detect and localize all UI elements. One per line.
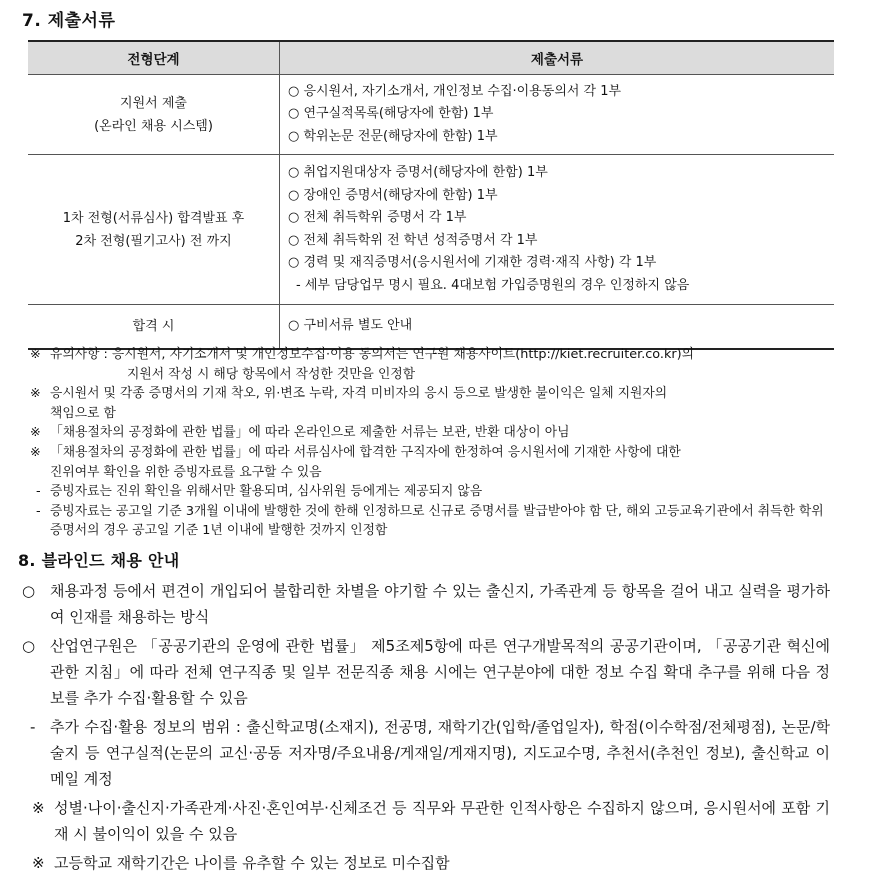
- blind-paragraph: [22, 633, 830, 711]
- dash-mark: -: [36, 484, 41, 500]
- stage-line: 1차 전형(서류심사) 합격발표 후: [62, 210, 245, 226]
- note-text: 「채용절차의 공정화에 관한 법률」에 따라 서류심사에 합격한 구직자에 한정하여 응시원서에 기재한 사항에 대한: [50, 444, 681, 460]
- dash-mark: -: [36, 503, 41, 519]
- document-item: ○ 학위논문 전문(해당자에 한함) 1부: [288, 128, 498, 144]
- section-7-heading: 7. 제출서류: [22, 11, 116, 31]
- note-text: 응시원서 및 각종 증명서의 기재 착오, 위·변조 누락, 자격 미비자의 응시 등으로 발생한 불이익은 일체 지원자의: [50, 386, 668, 402]
- note-continuation: 책임으로 함: [50, 405, 116, 421]
- stage-line: 2차 전형(필기고사) 전 까지: [75, 233, 232, 249]
- document-item: ○ 경력 및 재직증명서(응시원서에 기재한 경력·재직 사항) 각 1부: [288, 255, 657, 270]
- table-row: [28, 155, 834, 305]
- documents-cell: [280, 305, 835, 350]
- dash-mark: -: [30, 718, 36, 736]
- note-text: 유의사항 : 응시원서, 자기소개서 및 개인정보수집·이용 동의서는 연구원 채용사이트(http://kiet.recruiter.co.kr)의: [50, 347, 695, 362]
- documents-table: [28, 40, 834, 350]
- paragraph-text: 추가 수집·활용 정보의 범위 : 출신학교명(소재지), 전공명, 재학기간(입학/졸업일자), 학점(이수학점/전체평점), 논문/학술지 등 연구실적(논문의 교신·공동 저자명/주요내용/게재일/게재지명), 지도교수명, 추천서(추천인 정보), 출신학교 이메일 계정: [50, 718, 830, 788]
- document-item: ○ 장애인 증명서(해당자에 한함) 1부: [288, 187, 498, 203]
- stage-line: (온라인 채용 시스템): [94, 118, 213, 134]
- paragraph-text: 성별·나이·출신지·가족관계·사진·혼인여부·신체조건 등 직무와 무관한 인적사항은 수집하지 않으며, 응시원서에 포함 기재 시 불이익이 있을 수 있음: [54, 799, 830, 843]
- table-row: [28, 75, 834, 155]
- circle-mark: ○: [22, 637, 36, 655]
- note-text: 「채용절차의 공정화에 관한 법률」에 따라 온라인으로 제출한 서류는 보관, 반환 대상이 아님: [50, 425, 570, 441]
- dash-note-text: 증빙자료는 진위 확인을 위해서만 활용되며, 심사위원 등에게는 제공되지 않음: [50, 484, 483, 500]
- section-8-heading: 8. 블라인드 채용 안내: [18, 551, 180, 570]
- circle-mark: ○: [22, 582, 36, 600]
- header-documents: 제출서류: [280, 41, 835, 75]
- reference-mark: ※: [30, 347, 41, 362]
- blind-paragraph: [22, 714, 830, 792]
- dash-note-text: 증빙자료는 공고일 기준 3개월 이내에 발행한 것에 한해 인정하므로 신규로 증명서를 발급받아야 함: [50, 503, 602, 519]
- reference-mark: ※: [30, 425, 41, 441]
- document-item: ○ 구비서류 별도 안내: [288, 318, 413, 334]
- reference-mark: ※: [32, 854, 45, 872]
- reference-mark: ※: [32, 799, 45, 817]
- document-item: ○ 응시원서, 자기소개서, 개인정보 수집·이용동의서 각 1부: [288, 83, 622, 99]
- note-item: [30, 384, 840, 423]
- stage-cell: [28, 75, 280, 155]
- blind-paragraph: [22, 578, 830, 630]
- stage-cell: [28, 155, 280, 305]
- note-item: [30, 345, 840, 384]
- document-item: ○ 취업지원대상자 증명서(해당자에 한함) 1부: [288, 165, 548, 180]
- note-item: [30, 443, 840, 482]
- stage-line: 합격 시: [132, 319, 175, 334]
- stage-line: 지원서 제출: [120, 95, 187, 111]
- notes-block: [30, 345, 840, 541]
- paragraph-text: 채용과정 등에서 편견이 개입되어 불합리한 차별을 야기할 수 있는 출신지, 가족관계 등 항목을 걸어 내고 실력을 평가하여 인재를 채용하는 방식: [50, 582, 830, 626]
- reference-mark: ※: [30, 386, 41, 402]
- reference-mark: ※: [30, 444, 41, 460]
- blind-recruitment-block: [22, 578, 830, 879]
- dash-note-item: [30, 482, 840, 502]
- note-continuation: 지원서 작성 시 해당 항목에서 작성한 것만을 인정함: [127, 366, 416, 382]
- document-sub-note: - 세부 담당업무 명시 필요. 4대보험 가입증명원의 경우 인정하지 않음: [296, 277, 690, 293]
- document-item: ○ 전체 취득학위 증명서 각 1부: [288, 210, 467, 225]
- paragraph-text: 산업연구원은 「공공기관의 운영에 관한 법률」 제5조제5항에 따른 연구개발목적의 공공기관이며, 「공공기관 혁신에 관한 지침」에 따라 전체 연구직종 및 일부 전문직종 채용 시에는 연구분야에 대한 정보 수집 확대 추구를 위해 다음 정보를 추가 수집·활용할 수 있음: [50, 637, 830, 707]
- dash-note-item: [30, 502, 840, 541]
- document-item: ○ 전체 취득학위 전 학년 성적증명서 각 1부: [288, 232, 538, 248]
- stage-cell: [28, 305, 280, 350]
- table-row: [28, 305, 834, 350]
- note-item: [30, 423, 840, 443]
- blind-paragraph: [22, 850, 830, 876]
- paragraph-text: 고등학교 재학기간은 나이를 유추할 수 있는 정보로 미수집함: [54, 854, 450, 872]
- header-stage: 전형단계: [28, 41, 280, 75]
- dash-note-continuation: 단, 해외 고등교육기관에서 취득한 학위 증명서의 경우 공고일 기준 1년 이내에 발행한 것까지 인정함: [50, 503, 824, 539]
- table-header-row: [28, 41, 834, 75]
- blind-paragraph: [22, 795, 830, 847]
- documents-cell: [280, 75, 835, 155]
- document-item: ○ 연구실적목록(해당자에 한함) 1부: [288, 106, 494, 122]
- note-continuation: 진위여부 확인을 위한 증빙자료를 요구할 수 있음: [50, 464, 322, 480]
- documents-cell: [280, 155, 835, 305]
